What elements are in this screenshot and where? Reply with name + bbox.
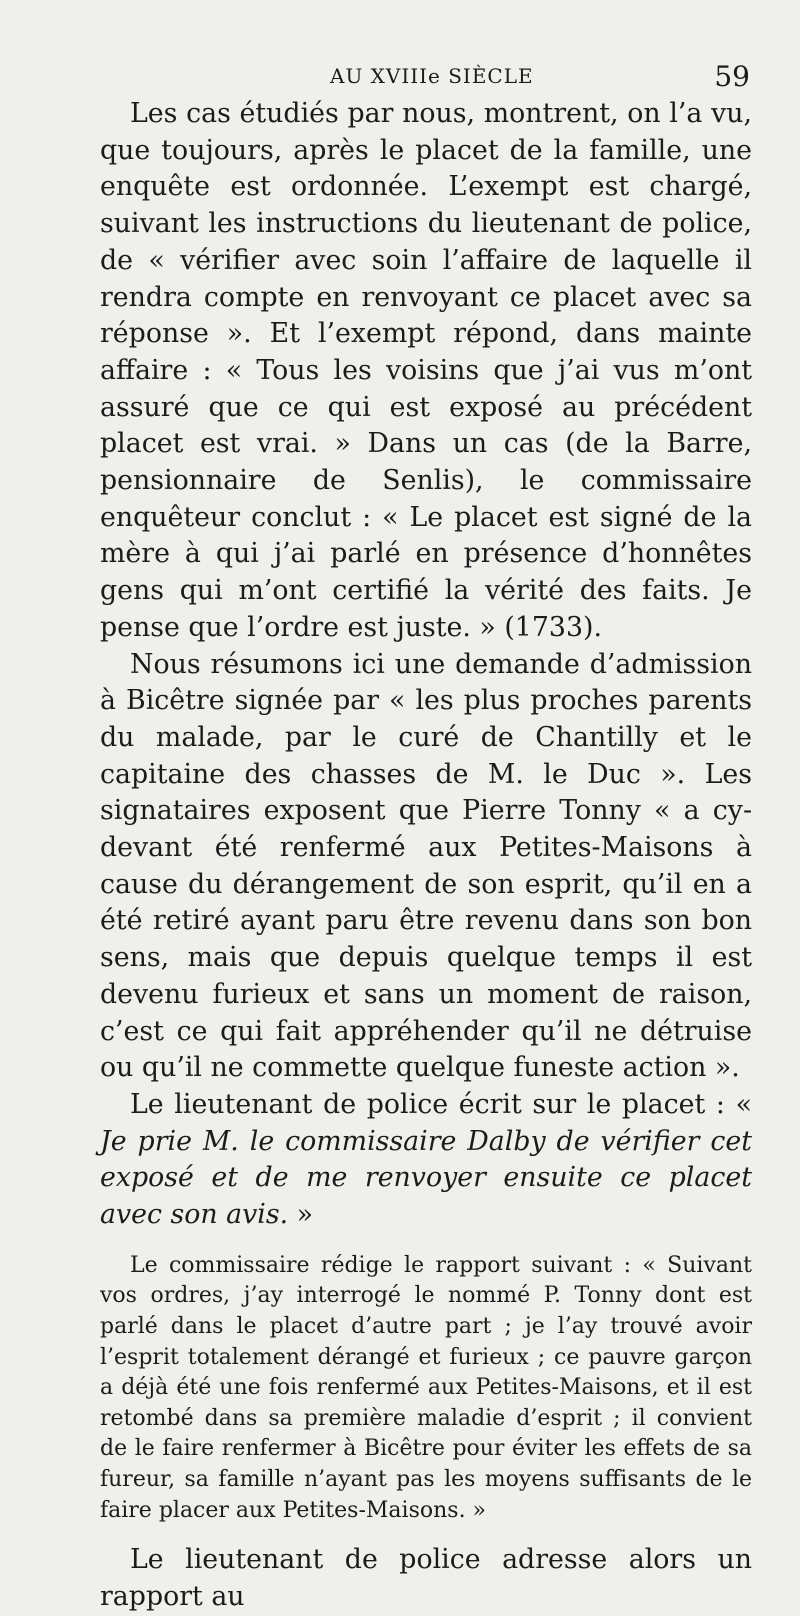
paragraph-1: Les cas étudiés par nous, montrent, on l’a vu, que toujours, après le placet de la famille, une enquête est ordonnée. L’exempt est chargé, suivant les instructions du lieutenant de police, de « vérifier avec soin l’affaire de laquelle il rendra compte en renvoyant ce placet avec sa réponse ». Et l’exempt répond, dans mainte affaire : « Tous les voisins que j’ai vus m’ont assuré que ce qui est exposé au précédent placet est vrai. » Dans un cas (de la Barre, pensionnaire de Senlis), le commissaire enquêteur conclut : « Le placet est signé de la mère à qui j’ai parlé en présence d’honnêtes gens qui m’ont certifié la vérité des faits. Je pense que l’ordre est juste. » (1733). xyxy=(100,98,752,643)
running-title: AU XVIIIe SIÈCLE xyxy=(330,64,534,88)
commissaire-report-block: Le commissaire rédige le rapport suivant : « Suivant vos ordres, j’ay interrogé le nommé P. Tonny dont est parlé dans le placet d’autre part ; je l’ay trouvé avoir l’esprit totalement dérangé et furieux ; ce pauvre garçon a déjà été une fois renfermé aux Petites-Maisons, et il est retombé dans sa première maladie d’esprit ; il convient de le faire renfermer à Bicêtre pour éviter les effets de sa fureur, sa famille n’ayant pas les moyens suffisants de le faire placer aux Petites-Maisons. » xyxy=(100,1252,752,1523)
body-text xyxy=(100,96,752,1616)
paragraph-3-tail: » xyxy=(288,1199,314,1231)
paragraph-5: Le lieutenant de police adresse alors un rapport au xyxy=(100,1544,752,1612)
paragraph-3-italic-quote: Je prie M. le commissaire Dalby de vérifier cet exposé et de me renvoyer ensuite ce placet avec son avis. xyxy=(100,1125,752,1231)
paragraph-2: Nous résumons ici une demande d’admission à Bicêtre signée par « les plus proches parents du malade, par le curé de Chantilly et le capitaine des chasses de M. le Duc ». Les signataires exposent que Pierre Tonny « a cy-devant été renfermé aux Petites-Maisons à cause du dérangement de son esprit, qu’il en a été retiré ayant paru être revenu dans son bon sens, mais que depuis quelque temps il est devenu furieux et sans un moment de raison, c’est ce qui fait appréhender qu’il ne détruise ou qu’il ne commette quelque funeste action ». xyxy=(100,648,752,1084)
paragraph-3-lead: Le lieutenant de police écrit sur le placet : « xyxy=(130,1088,752,1120)
paragraph-3 xyxy=(100,1087,752,1234)
page-header xyxy=(100,60,750,100)
page-number: 59 xyxy=(714,60,750,93)
